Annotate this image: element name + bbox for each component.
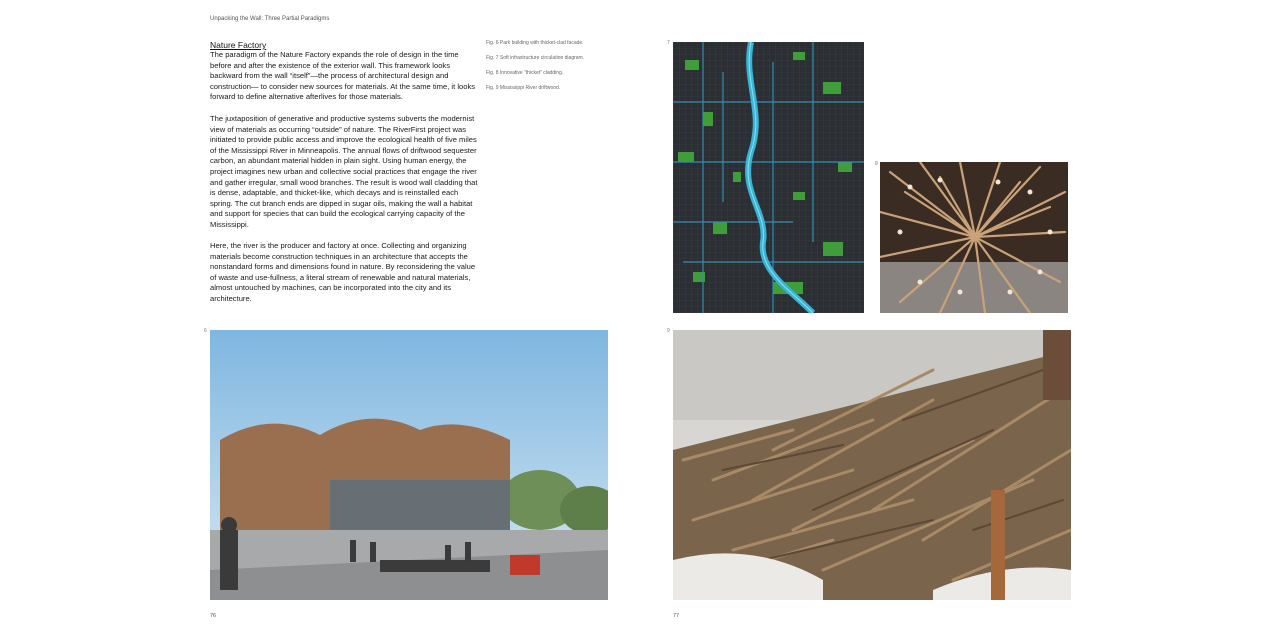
park-building-rendering: [210, 330, 608, 600]
figure-8-thicket-image: [880, 162, 1068, 313]
circulation-map-illustration: [673, 42, 864, 313]
body-paragraph-1: [210, 50, 478, 103]
figure-9-driftwood-image: [673, 330, 1071, 600]
figure-number-8: 8: [875, 161, 878, 167]
body-paragraph-3: [210, 241, 478, 305]
paragraph-text: The juxtaposition of generative and productive systems subverts the modernist view of materials as occurring “outside” of nature. The RiverFirst project was initiated to provide public access and improve the ecological health of five miles of the Mississippi River in Minneapolis. The annual flows of driftwood sequester carbon, an abundant material hidden in plain sight. Using human energy, the project imagines new urban and collective social practices that engage the river and gather irregular, small wood branches. The result is wood wall cladding that is dense, adaptable, and thicket-like, which decays and is reinstalled each spring. The cut branch ends are dipped in sugar oils, making the wall a habitat and support for species that can build the ecological carrying capacity of the Mississippi.: [210, 114, 478, 229]
caption-fig6: Fig. 6 Park building with thicket-clad facade.: [486, 40, 584, 46]
paragraph-text: The paradigm of the Nature Factory expands the role of design in the time before and after the existence of the exterior wall. This framework looks backward from the wall “itself”—the process of architectural design and construction— to consider new sources for materials. At the same time, it looks forward to define alternative afterlives for those materials.: [210, 50, 476, 102]
figure-number-7: 7: [667, 40, 670, 46]
figure-number-6: 6: [204, 328, 207, 334]
body-paragraph-2: [210, 114, 478, 231]
page-number-right: 77: [673, 613, 680, 619]
caption-fig8: Fig. 8 Innovative “thicket” cladding.: [486, 70, 564, 76]
driftwood-photo-illustration: [673, 330, 1071, 600]
thicket-cladding-illustration: [880, 162, 1068, 313]
caption-fig9: Fig. 9 Mississippi River driftwood.: [486, 85, 561, 91]
paragraph-text: Here, the river is the producer and factory at once. Collecting and organizing materials become construction techniques in an architecture that accepts the nonstandard forms and dimensions found in nature. By reconsidering the value of waste and use-fullness, a literal stream of renewable and natural materials, almost untouched by machines, can be incorporated into the city and its architecture.: [210, 241, 476, 303]
page-number-left: 76: [210, 613, 217, 619]
caption-fig7: Fig. 7 Soft infrastructure circulation diagram.: [486, 55, 585, 61]
running-head: Unpacking the Wall: Three Partial Paradigms: [210, 16, 330, 22]
figure-number-9: 9: [667, 328, 670, 334]
section-title: Nature Factory: [210, 40, 267, 50]
figure-7-map-image: [673, 42, 864, 313]
figure-6-park-building-image: [210, 330, 608, 600]
figure-captions: [486, 40, 584, 100]
